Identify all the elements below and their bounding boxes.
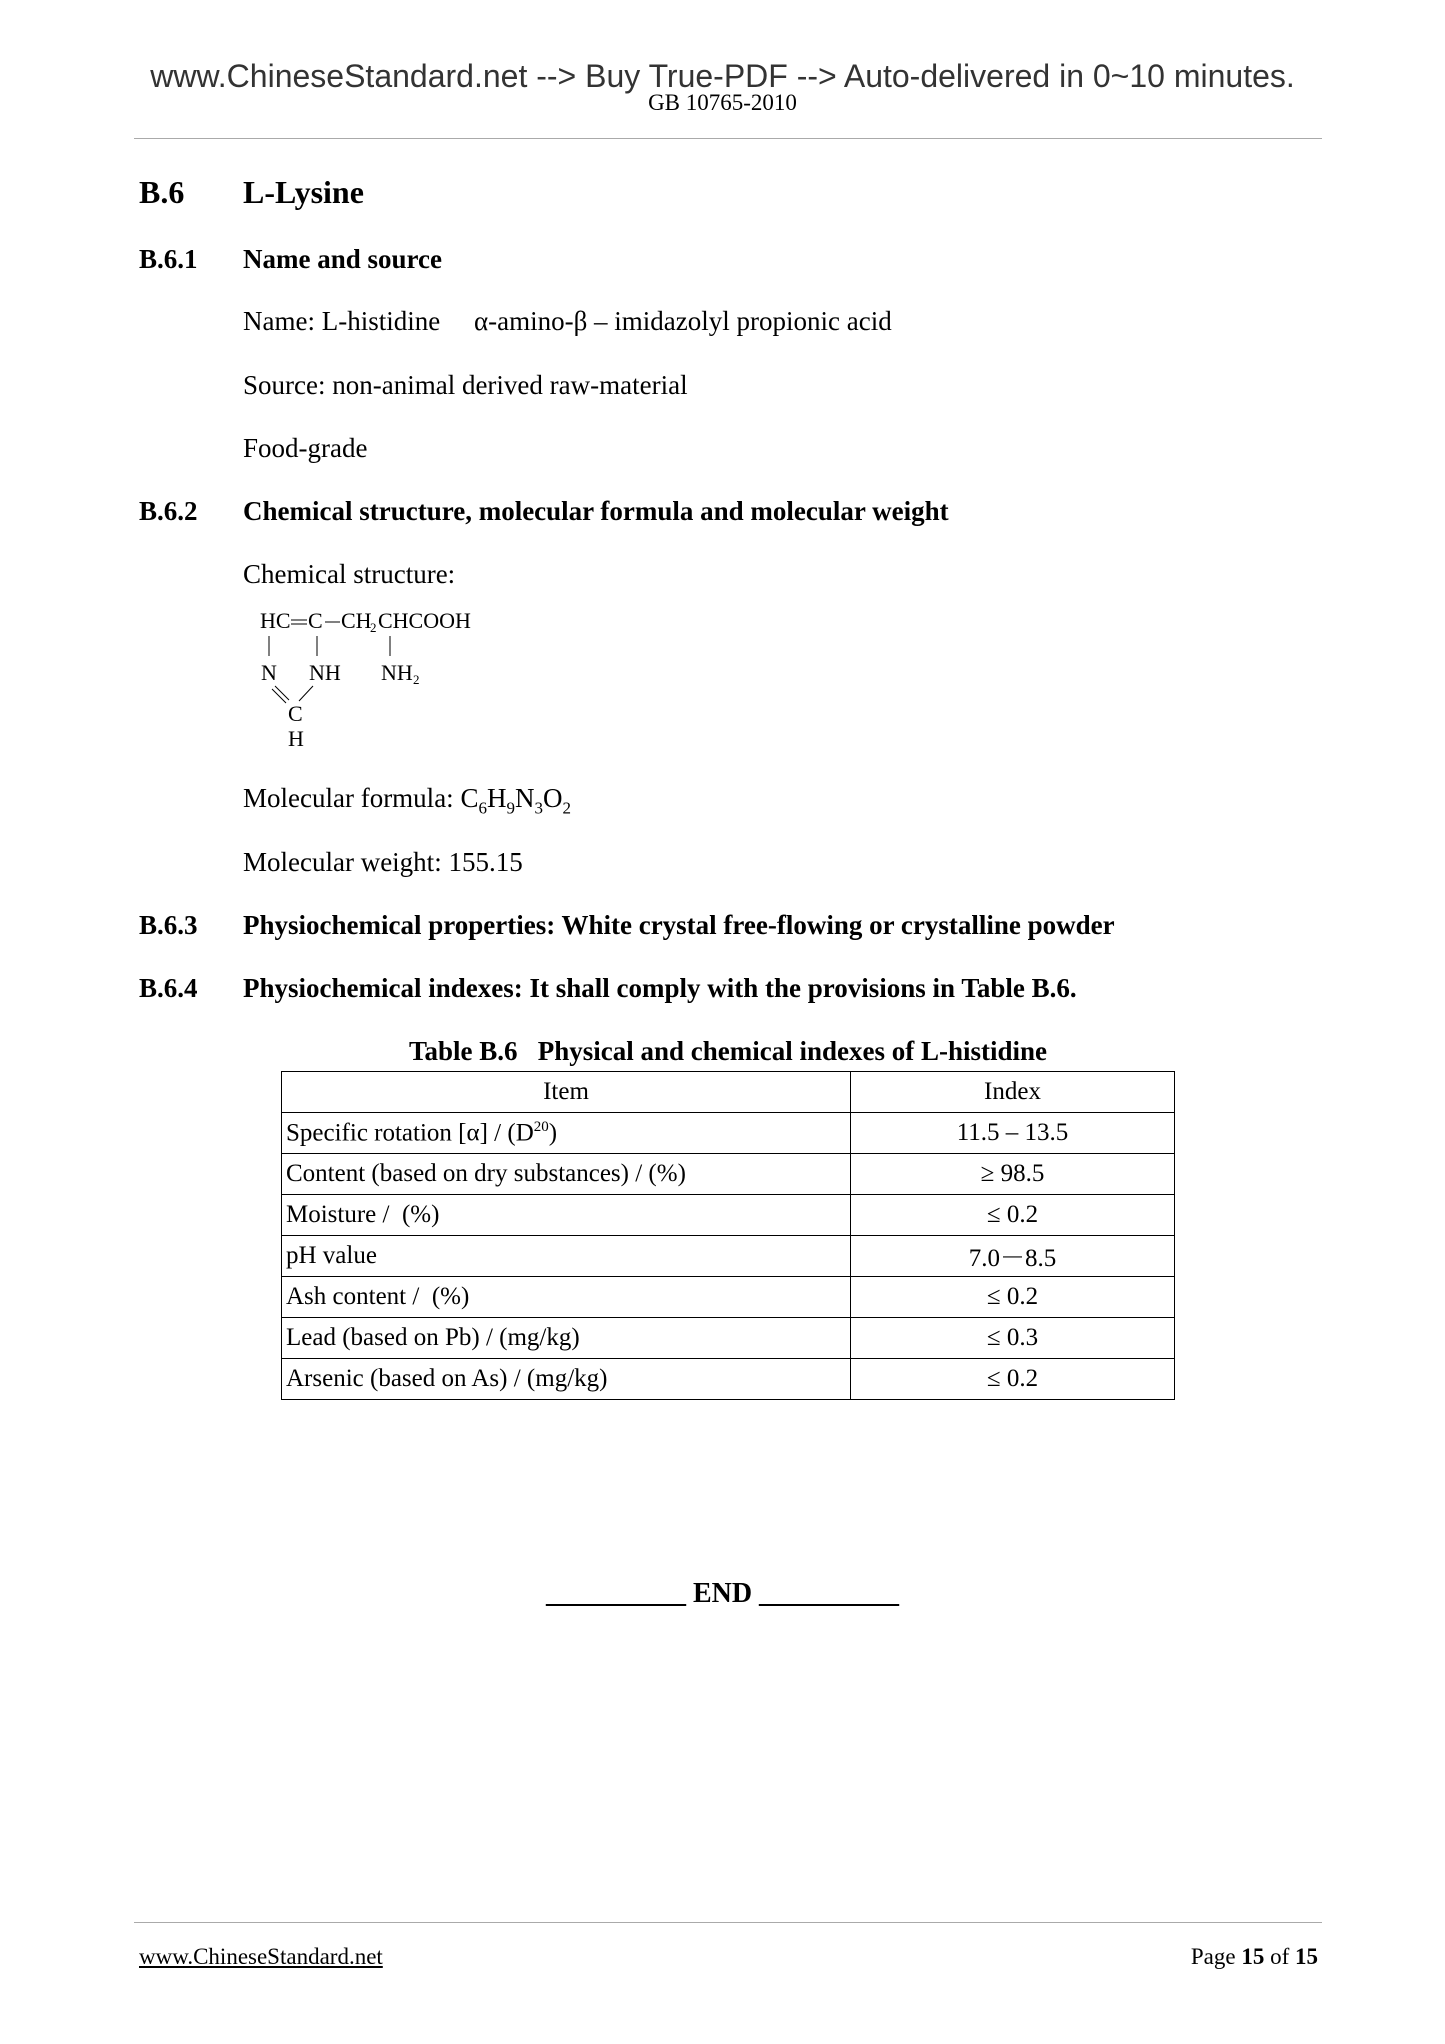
index-cell: ≤ 0.2 bbox=[851, 1277, 1175, 1318]
promo-banner: www.ChineseStandard.net --> Buy True-PDF --> Auto-delivered in 0~10 minutes. bbox=[150, 58, 1295, 94]
item-cell: pH value bbox=[282, 1236, 851, 1277]
footer-divider bbox=[134, 1922, 1322, 1923]
table-header-row bbox=[282, 1072, 1175, 1113]
index-cell: ≤ 0.2 bbox=[851, 1195, 1175, 1236]
atom-nh: NH bbox=[309, 660, 341, 685]
formula-part: C bbox=[460, 783, 479, 813]
atom-chcooh: CHCOOH bbox=[378, 608, 471, 633]
formula-part: H bbox=[486, 783, 507, 813]
end-marker: __________ END __________ bbox=[545, 1578, 900, 1609]
molecular-formula bbox=[243, 783, 571, 818]
header-divider bbox=[134, 138, 1322, 139]
subsection-number: B.6.4 bbox=[139, 973, 198, 1003]
molecular-weight: Molecular weight: 155.15 bbox=[243, 847, 523, 877]
atom-c: C bbox=[288, 701, 303, 726]
section-title: L-Lysine bbox=[243, 174, 364, 210]
table-row bbox=[282, 1113, 1175, 1154]
index-cell: ≤ 0.2 bbox=[851, 1359, 1175, 1400]
total-pages: 15 bbox=[1295, 1944, 1318, 1969]
grade-text: Food-grade bbox=[243, 433, 368, 463]
subscript: 2 bbox=[370, 620, 377, 635]
atom-hc: HC bbox=[260, 608, 291, 633]
page-label: Page bbox=[1190, 1944, 1242, 1969]
current-page: 15 bbox=[1241, 1944, 1265, 1969]
item-cell bbox=[282, 1113, 851, 1154]
formula-part: 2 bbox=[562, 798, 571, 818]
formula-part: 9 bbox=[506, 798, 515, 818]
atom-ch2: CH bbox=[341, 608, 372, 633]
footer-link[interactable]: www.ChineseStandard.net bbox=[139, 1944, 383, 1969]
item-cell: Ash content / (%) bbox=[282, 1277, 851, 1318]
column-header: Index bbox=[851, 1072, 1175, 1113]
index-cell: 7.0－8.5 bbox=[851, 1236, 1175, 1277]
table-row bbox=[282, 1277, 1175, 1318]
table-row bbox=[282, 1318, 1175, 1359]
table-row bbox=[282, 1359, 1175, 1400]
table-row bbox=[282, 1236, 1175, 1277]
item-text: Specific rotation [α] / (D bbox=[286, 1119, 534, 1147]
item-cell: Moisture / (%) bbox=[282, 1195, 851, 1236]
index-cell: 11.5 – 13.5 bbox=[851, 1113, 1175, 1154]
subsection-title: Physiochemical indexes: It shall comply with the provisions in Table B.6. bbox=[243, 973, 1077, 1003]
index-cell: ≤ 0.3 bbox=[851, 1318, 1175, 1359]
formula-part: N bbox=[514, 783, 535, 813]
item-cell: Content (based on dry substances) / (%) bbox=[282, 1154, 851, 1195]
subsection-title: Chemical structure, molecular formula and molecular weight bbox=[243, 496, 949, 526]
atom-c: C bbox=[308, 608, 323, 633]
table-row bbox=[282, 1154, 1175, 1195]
formula-label: Molecular formula: bbox=[243, 783, 461, 813]
page-number bbox=[1191, 1944, 1318, 1970]
item-cell: Lead (based on Pb) / (mg/kg) bbox=[282, 1318, 851, 1359]
page-of: of bbox=[1264, 1944, 1295, 1969]
name-text: Name: L-histidine α-amino-β – imidazolyl propionic acid bbox=[243, 306, 892, 336]
structure-label: Chemical structure: bbox=[243, 559, 456, 589]
item-text: ) bbox=[548, 1119, 558, 1147]
subsection-title: Name and source bbox=[243, 244, 442, 274]
indexes-table bbox=[281, 1071, 1175, 1400]
atom-nh2: NH bbox=[381, 660, 413, 685]
section-number: B.6 bbox=[139, 174, 185, 210]
superscript: 20 bbox=[533, 1118, 549, 1135]
formula-part: O bbox=[542, 783, 563, 813]
subsection-number: B.6.2 bbox=[139, 496, 198, 526]
atom-h: H bbox=[288, 726, 304, 751]
standard-number: GB 10765-2010 bbox=[648, 90, 797, 115]
atom-n: N bbox=[261, 660, 277, 685]
subscript: 2 bbox=[413, 672, 420, 687]
subsection-number: B.6.3 bbox=[139, 910, 198, 940]
subsection-title: Physiochemical properties: White crystal free-flowing or crystalline powder bbox=[243, 910, 1115, 940]
chemical-structure bbox=[255, 604, 555, 754]
table-caption: Table B.6 Physical and chemical indexes of L-histidine bbox=[408, 1036, 1048, 1066]
table-row bbox=[282, 1195, 1175, 1236]
formula-part: 6 bbox=[478, 798, 487, 818]
column-header: Item bbox=[282, 1072, 851, 1113]
item-cell: Arsenic (based on As) / (mg/kg) bbox=[282, 1359, 851, 1400]
index-cell: ≥ 98.5 bbox=[851, 1154, 1175, 1195]
subsection-number: B.6.1 bbox=[139, 244, 198, 274]
formula-part: 3 bbox=[534, 798, 543, 818]
source-text: Source: non-animal derived raw-material bbox=[243, 370, 688, 400]
